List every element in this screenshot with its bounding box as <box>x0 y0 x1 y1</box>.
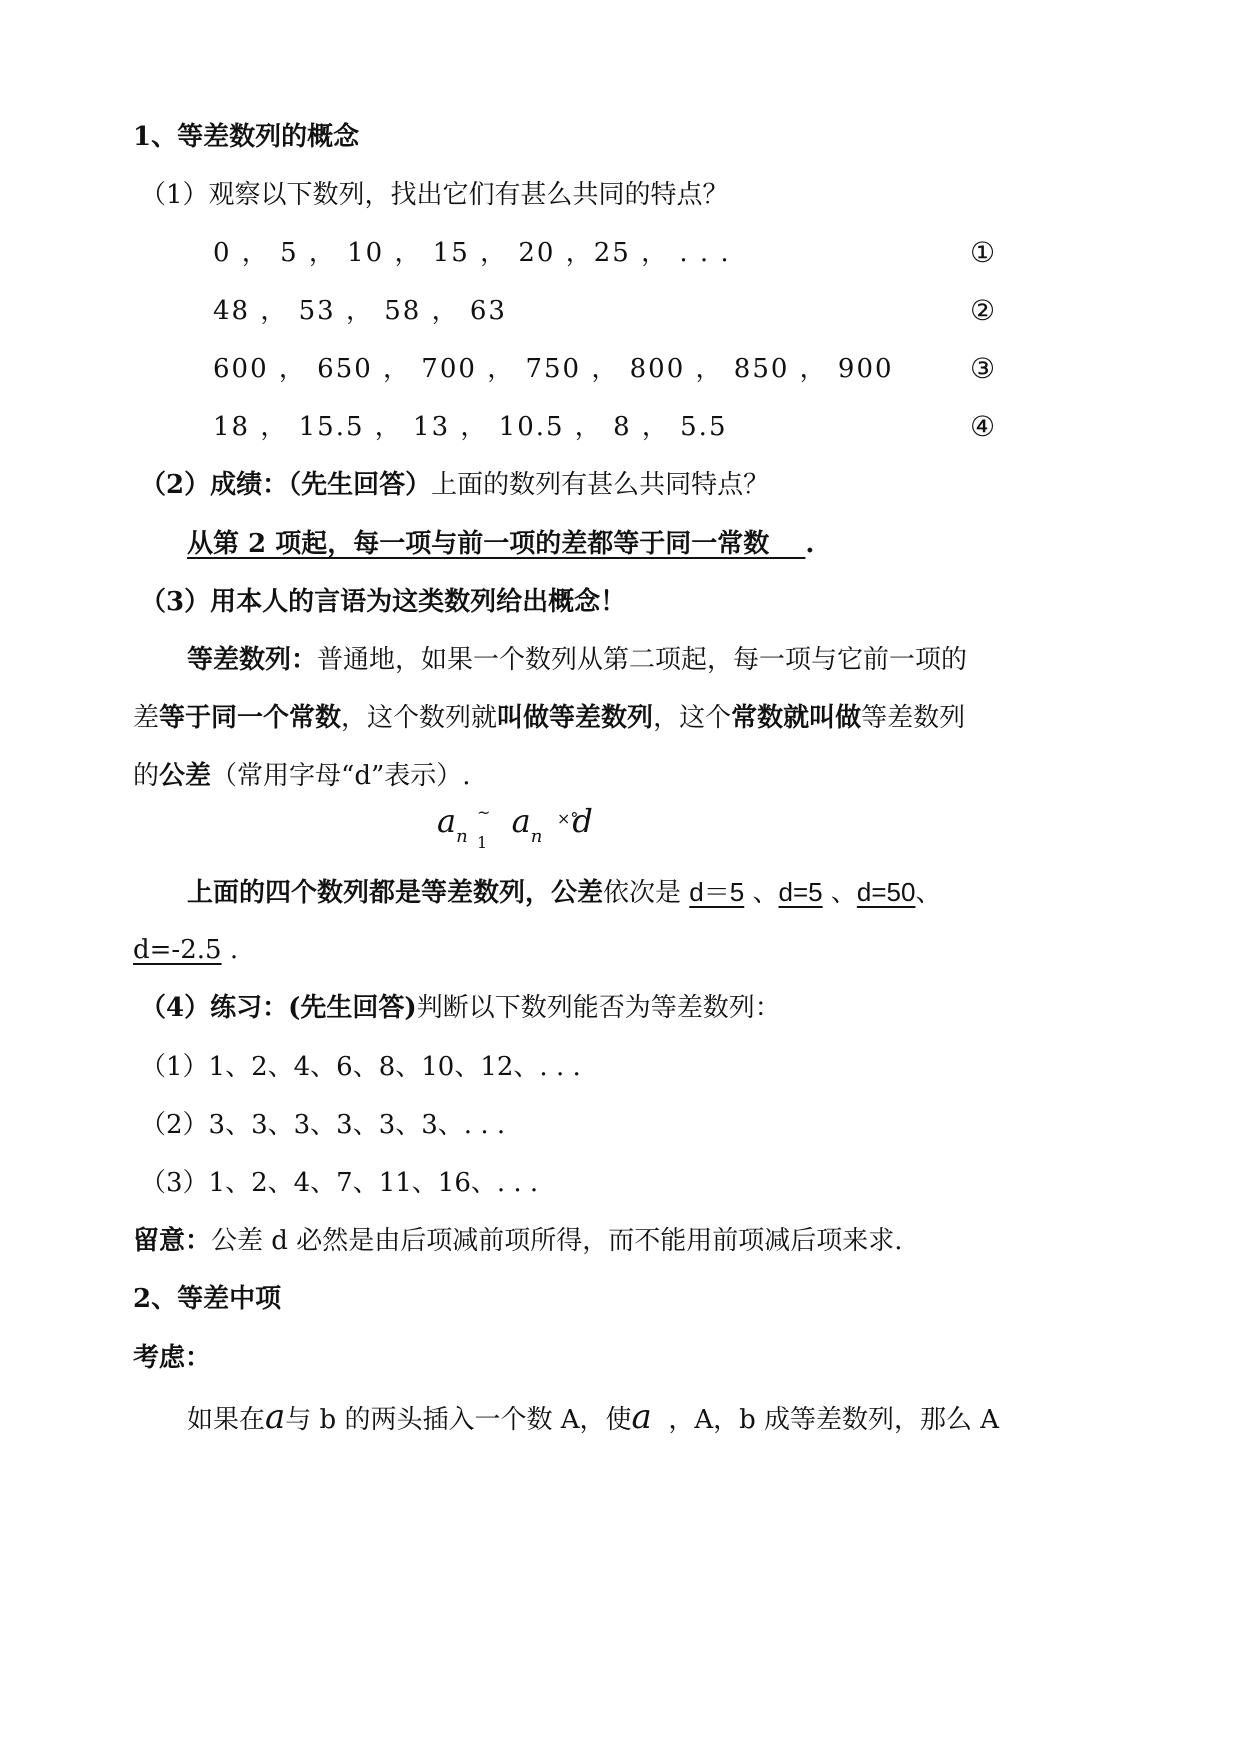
question-3: （3）用本人的言语为这类数列给出概念！ <box>140 587 627 617</box>
formula-tilde: ~ <box>477 803 491 822</box>
sequence-marker: ④ <box>970 410 996 443</box>
sequence-row <box>213 352 894 386</box>
answer-underline-gap <box>769 529 805 559</box>
question-1: （1）观察以下数列，找出它们有甚么共同的特点？ <box>140 180 729 210</box>
question-2-text: 上面的数列有甚么共同特点？ <box>431 470 770 500</box>
section2-title: 2、等差中项 <box>133 1284 282 1314</box>
definition-term: 等差数列： <box>187 645 318 675</box>
formula-var: a <box>511 802 531 840</box>
d-end: . <box>229 935 239 965</box>
d-value: d=50 <box>856 877 916 907</box>
common-diff-text: 依次是 <box>603 878 682 908</box>
section2-text: ，A，b 成等差数列，那么 A <box>668 1405 1000 1435</box>
note-text: 公差 d 必然是由后项减前项所得，而不能用前项减后项来求. <box>211 1226 903 1256</box>
sequence-text: 18 ， 15.5 ， 13 ， 10.5 ， 8 ， 5.5 <box>213 412 728 442</box>
note <box>133 1224 902 1258</box>
formula-subscript: n <box>530 826 543 847</box>
d-value: d=-2.5 <box>133 935 222 965</box>
definition-line-1 <box>187 643 967 677</box>
common-diff-line <box>187 875 941 910</box>
definition-bold: 叫做等差数列 <box>497 703 654 733</box>
formula-subscript: 1 <box>477 833 488 852</box>
question-2-label: （2）成绩：（先生回答） <box>140 470 432 500</box>
formula-var: d <box>572 802 593 840</box>
formula-operator: ×° <box>557 809 579 828</box>
definition-line-2 <box>133 701 965 735</box>
list-item: （1）1、2、4、6、8、10、12、. . . <box>140 1052 581 1082</box>
d-value: d＝5 <box>689 877 745 907</box>
math-var: a <box>631 1397 652 1437</box>
definition-text: 差 <box>133 703 160 733</box>
common-diff-text: 上面的四个数列都是等差数列，公差 <box>187 878 604 908</box>
definition-text: 的 <box>133 761 160 791</box>
sequence-row <box>213 236 731 270</box>
sequence-text: 48 ， 53 ， 58 ， 63 <box>213 296 507 326</box>
definition-text: 等差数列 <box>861 703 966 733</box>
sequence-text: 600 ， 650 ， 700 ， 750 ， 800 ， 850 ， 900 <box>213 354 894 384</box>
d-sep: 、 <box>915 878 942 908</box>
think-label: 考虑： <box>133 1343 212 1373</box>
definition-text: ，这个数列就 <box>341 703 498 733</box>
math-var: a <box>265 1397 286 1437</box>
question-4-label: （4）练习：(先生回答) <box>140 993 417 1023</box>
section2-line <box>187 1397 1000 1437</box>
section2-text: 如果在 <box>187 1405 266 1435</box>
sequence-marker: ③ <box>970 352 996 385</box>
common-diff-line-2 <box>133 933 238 967</box>
formula <box>437 804 593 854</box>
question-4 <box>140 991 781 1025</box>
question-4-text: 判断以下数列能否为等差数列： <box>416 993 781 1023</box>
sequence-marker: ① <box>970 236 996 269</box>
d-sep: 、 <box>830 878 857 908</box>
definition-bold: 常数就叫做 <box>731 703 862 733</box>
list-item: （3）1、2、4、7、11、16、. . . <box>140 1168 539 1198</box>
definition-text: ，这个 <box>653 703 732 733</box>
d-value: d=5 <box>778 877 823 907</box>
section2-text: 与 b 的两头插入一个数 A，使 <box>285 1405 632 1435</box>
definition-text: 普通地，如果一个数列从第二项起，每一项与它前一项的 <box>317 645 968 675</box>
definition-bold: 公差 <box>159 761 212 791</box>
d-sep: 、 <box>752 878 779 908</box>
sequence-text: 0 ， 5 ， 10 ， 15 ， 20 ，25 ， . . . <box>213 238 731 268</box>
answer-text: 从第 2 项起，每一项与前一项的差都等于同一常数 <box>187 529 770 559</box>
answer-line <box>187 527 814 561</box>
sequence-marker: ② <box>970 294 996 327</box>
definition-line-3 <box>133 759 471 793</box>
sequence-row <box>213 410 728 444</box>
definition-bold: 等于同一个常数 <box>159 703 342 733</box>
formula-subscript: n <box>456 826 468 847</box>
sequence-row <box>213 294 507 328</box>
answer-end: . <box>805 529 815 559</box>
list-item: （2）3、3、3、3、3、3、. . . <box>140 1110 506 1140</box>
definition-text: （常用字母“d”表示）. <box>211 761 471 791</box>
formula-var: a <box>437 802 457 840</box>
section1-title: 1、等差数列的概念 <box>133 122 360 152</box>
note-label: 留意： <box>133 1226 212 1256</box>
question-2 <box>140 468 769 502</box>
